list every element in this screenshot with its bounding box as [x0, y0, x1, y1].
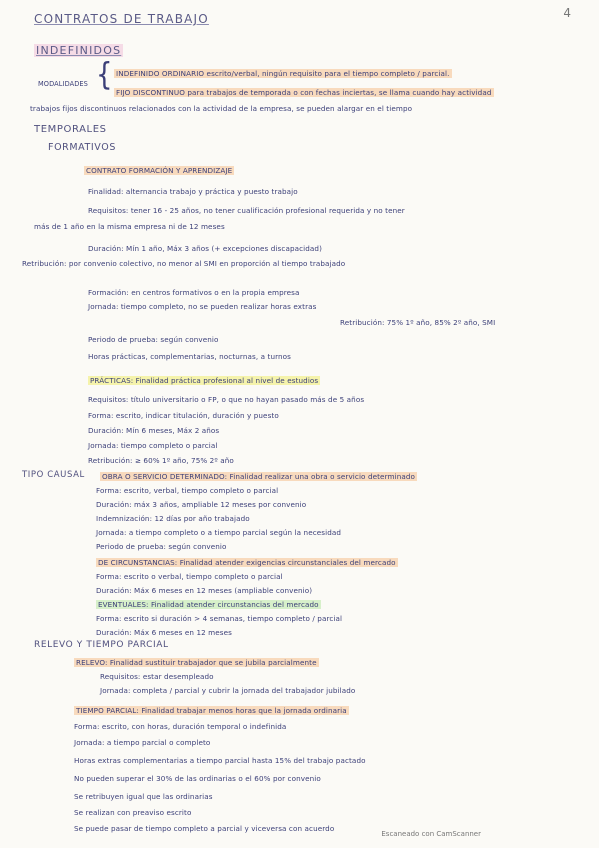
line-horas-retribucion: Se retribuyen igual que las ordinarias — [74, 792, 213, 801]
line-fijo-discontinuo: FIJO DISCONTINUO para trabajos de temporada o con fechas inciertas, se llama cuando hay actividad — [116, 88, 492, 97]
line-tiempo-parcial-forma: Forma: escrito, con horas, duración temporal o indefinida — [74, 722, 287, 731]
line-practicas-jornada: Jornada: tiempo completo o parcial — [88, 441, 218, 450]
line-retribucion-pct: Retribución: 75% 1º año, 85% 2º año, SMI — [340, 318, 496, 327]
label-modalidades: MODALIDADES — [38, 80, 88, 88]
line-obra-forma: Forma: escrito, verbal, tiempo completo o parcial — [96, 486, 279, 495]
line-horas-limite: No pueden superar el 30% de las ordinarias o el 60% por convenio — [74, 774, 321, 783]
heading-relevo: RELEVO Y TIEMPO PARCIAL — [34, 640, 169, 650]
line-tiempo-parcial: TIEMPO PARCIAL: Finalidad trabajar menos horas que la jornada ordinaria — [76, 706, 347, 715]
line-practicas-duracion: Duración: Mín 6 meses, Máx 2 años — [88, 426, 220, 435]
brace-icon: { — [96, 57, 113, 93]
line-finalidad: Finalidad: alternancia trabajo y práctica y puesto trabajo — [88, 187, 298, 196]
line-indefinido-ordinario: INDEFINIDO ORDINARIO escrito/verbal, ningún requisito para el tiempo completo / parcial. — [116, 69, 450, 78]
line-duracion: Duración: Mín 1 año, Máx 3 años (+ excepciones discapacidad) — [88, 244, 322, 253]
line-circunstancias-duracion: Duración: Máx 6 meses en 12 meses (ampliable convenio) — [96, 586, 313, 595]
line-periodo-prueba: Periodo de prueba: según convenio — [88, 335, 219, 344]
line-practicas-forma: Forma: escrito, indicar titulación, duración y puesto — [88, 411, 279, 420]
line-eventuales-duracion: Duración: Máx 6 meses en 12 meses — [96, 628, 233, 637]
line-horas: Horas prácticas, complementarias, nocturnas, a turnos — [88, 352, 292, 361]
line-obra-prueba: Periodo de prueba: según convenio — [96, 542, 227, 551]
line-tiempo-parcial-jornada: Jornada: a tiempo parcial o completo — [74, 738, 211, 747]
heading-indefinidos — [34, 44, 123, 57]
line-relevo-requisitos: Requisitos: estar desempleado — [100, 672, 214, 681]
heading-formativos: FORMATIVOS — [48, 142, 116, 153]
heading-indefinidos-text: INDEFINIDOS — [36, 44, 122, 57]
line-practicas-requisitos: Requisitos: título universitario o FP, o que no hayan pasado más de 5 años — [88, 395, 365, 404]
line-circunstancias-forma: Forma: escrito o verbal, tiempo completo o parcial — [96, 572, 283, 581]
line-eventuales-forma: Forma: escrito si duración > 4 semanas, tiempo completo / parcial — [96, 614, 343, 623]
line-circunstancias: DE CIRCUNSTANCIAS: Finalidad atender exigencias circunstanciales del mercado — [98, 558, 396, 567]
line-eventuales: EVENTUALES: Finalidad atender circunstancias del mercado — [98, 600, 319, 609]
line-requisitos-2: más de 1 año en la misma empresa ni de 12 meses — [34, 222, 225, 231]
line-obra-jornada: Jornada: a tiempo completo o a tiempo parcial según la necesidad — [96, 528, 342, 537]
line-fijo-discontinuo-detail: trabajos fijos discontinuos relacionados con la actividad de la empresa, se pueden alargar en el tiempo — [30, 104, 413, 113]
line-formacion: Formación: en centros formativos o en la propia empresa — [88, 288, 300, 297]
line-obra-servicio: OBRA O SERVICIO DETERMINADO: Finalidad realizar una obra o servicio determinado — [102, 472, 416, 481]
line-conversion: Se puede pasar de tiempo completo a parcial y viceversa con acuerdo — [74, 824, 335, 833]
line-obra-duracion: Duración: máx 3 años, ampliable 12 meses por convenio — [96, 500, 307, 509]
line-requisitos: Requisitos: tener 16 - 25 años, no tener cualificación profesional requerida y no tener — [88, 206, 405, 215]
line-relevo: RELEVO: Finalidad sustituir trabajador que se jubila parcialmente — [76, 658, 317, 667]
page-title: CONTRATOS DE TRABAJO — [34, 12, 209, 26]
heading-tipo-causal: TIPO CAUSAL — [22, 470, 85, 480]
line-horas-preaviso: Se realizan con preaviso escrito — [74, 808, 192, 817]
line-retribucion: Retribución: por convenio colectivo, no menor al SMI en proporción al tiempo trabajado — [22, 259, 346, 268]
page-number: 4 — [563, 6, 571, 20]
line-practicas: PRÁCTICAS: Finalidad práctica profesional al nivel de estudios — [90, 376, 319, 385]
line-horas-complementarias: Horas extras complementarias a tiempo parcial hasta 15% del trabajo pactado — [74, 756, 366, 765]
line-jornada: Jornada: tiempo completo, no se pueden realizar horas extras — [88, 302, 317, 311]
line-relevo-jornada: Jornada: completa / parcial y cubrir la jornada del trabajador jubilado — [100, 686, 356, 695]
footer-scanner: Escaneado con CamScanner — [381, 830, 481, 838]
line-practicas-retribucion: Retribución: ≥ 60% 1º año, 75% 2º año — [88, 456, 234, 465]
line-formacion-aprendizaje: CONTRATO FORMACIÓN Y APRENDIZAJE — [86, 166, 233, 175]
line-obra-indemnizacion: Indemnización: 12 días por año trabajado — [96, 514, 250, 523]
heading-temporales: TEMPORALES — [34, 124, 107, 135]
